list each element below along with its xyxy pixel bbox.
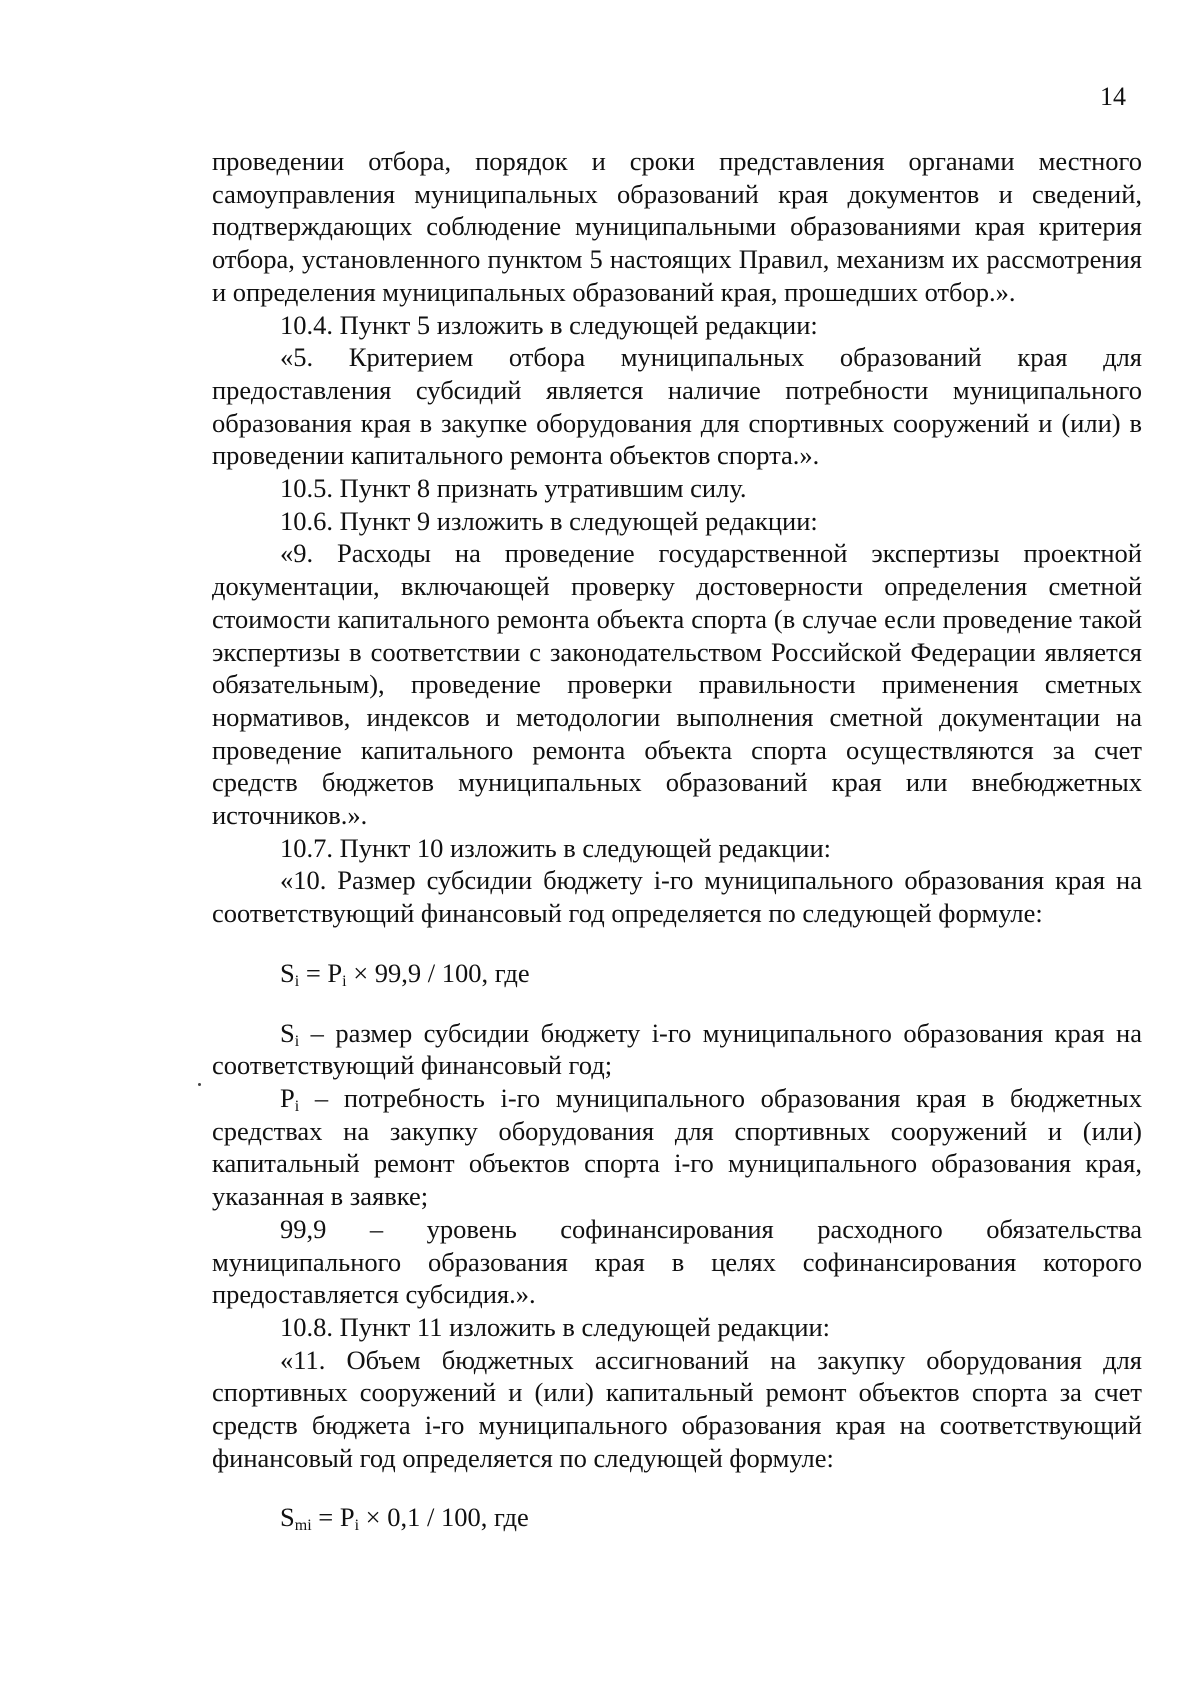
document-body (212, 145, 1142, 1534)
formula-lhs: S (280, 1502, 295, 1533)
formula-rest: × 0,1 / 100, где (359, 1502, 529, 1533)
definition-symbol: P (280, 1082, 295, 1113)
paragraph-quote-10: «10. Размер субсидии бюджету i-го муниципального образования края на соответствующий финансовый год определяется по следующей формуле: (212, 865, 1142, 929)
formula-equals: = (311, 1502, 340, 1533)
formula-subsidy (212, 957, 1142, 990)
scan-speck (198, 1083, 201, 1086)
definition-cofinancing: 99,9 – уровень софинансирования расходного обязательства муниципального образования края в целях софинансирования которого предоставляется субсидия.». (212, 1213, 1142, 1310)
formula-var-subscript: i (342, 972, 347, 990)
paragraph-10-5: 10.5. Пункт 8 признать утратившим силу. (280, 473, 747, 504)
page-number: 14 (1100, 82, 1126, 111)
formula-equals: = (299, 957, 328, 988)
formula-var: P (327, 957, 343, 988)
formula-var-subscript: i (354, 1517, 360, 1535)
definition-subscript: i (294, 1032, 300, 1050)
formula-budget-allocation (212, 1501, 1142, 1534)
definition-p (212, 1082, 1142, 1213)
definition-text: – потребность i-го муниципального образования края в бюджетных средствах на закупку оборудования для спортивных сооружений и (или) капитальный ремонт объектов спорта i-го муниципального образования края, указанная в заявке; (212, 1082, 1142, 1212)
paragraph-10-8: 10.8. Пункт 11 изложить в следующей редакции: (280, 1311, 831, 1342)
formula-lhs: S (280, 957, 295, 988)
paragraph-quote-9: «9. Расходы на проведение государственной экспертизы проектной документации, включающей проверку достоверности определения сметной стоимости капитального ремонта объекта спорта (в случае если проведение такой экспертизы в соответствии с законодательством Российской Федерации является обязательным), проведение проверки правильности применения сметных нормативов, индексов и методологии выполнения сметной документации на проведение капитального ремонта объекта спорта осуществляются за счет средств бюджетов муниципальных образований края или внебюджетных источников.». (212, 538, 1142, 831)
paragraph-quote-5: «5. Критерием отбора муниципальных образований края для предоставления субсидий является наличие потребности муниципального образования края в закупке оборудования для спортивных сооружений и (или) в проведении капитального ремонта объектов спорта.». (212, 342, 1142, 471)
definition-text: – размер субсидии бюджету i-го муниципального образования края на соответствующий финансовый год; (212, 1017, 1142, 1081)
definition-s (212, 1017, 1142, 1082)
paragraph-10-7: 10.7. Пункт 10 изложить в следующей редакции: (280, 832, 832, 863)
formula-rest: × 99,9 / 100, где (346, 957, 530, 988)
definition-subscript: i (294, 1097, 300, 1115)
definition-symbol: S (280, 1017, 295, 1048)
paragraph-continuation: проведении отбора, порядок и сроки представления органами местного самоуправления муниципальных образований края документов и сведений, подтверждающих соблюдение муниципальными образованиями края критерия отбора, установленного пунктом 5 настоящих Правил, механизм их рассмотрения и определения муниципальных образований края, прошедших отбор.». (212, 146, 1142, 307)
formula-lhs-subscript: i (294, 972, 300, 990)
formula-lhs-subscript: mi (294, 1517, 312, 1535)
formula-var: P (339, 1502, 355, 1533)
paragraph-10-4: 10.4. Пункт 5 изложить в следующей редакции: (280, 309, 818, 340)
paragraph-quote-11: «11. Объем бюджетных ассигнований на закупку оборудования для спортивных сооружений и (или) капитальный ремонт объектов спорта за счет средств бюджета i-го муниципального образования края на соответствующий финансовый год определяется по следующей формуле: (212, 1344, 1142, 1473)
paragraph-10-6: 10.6. Пункт 9 изложить в следующей редакции: (280, 505, 818, 536)
